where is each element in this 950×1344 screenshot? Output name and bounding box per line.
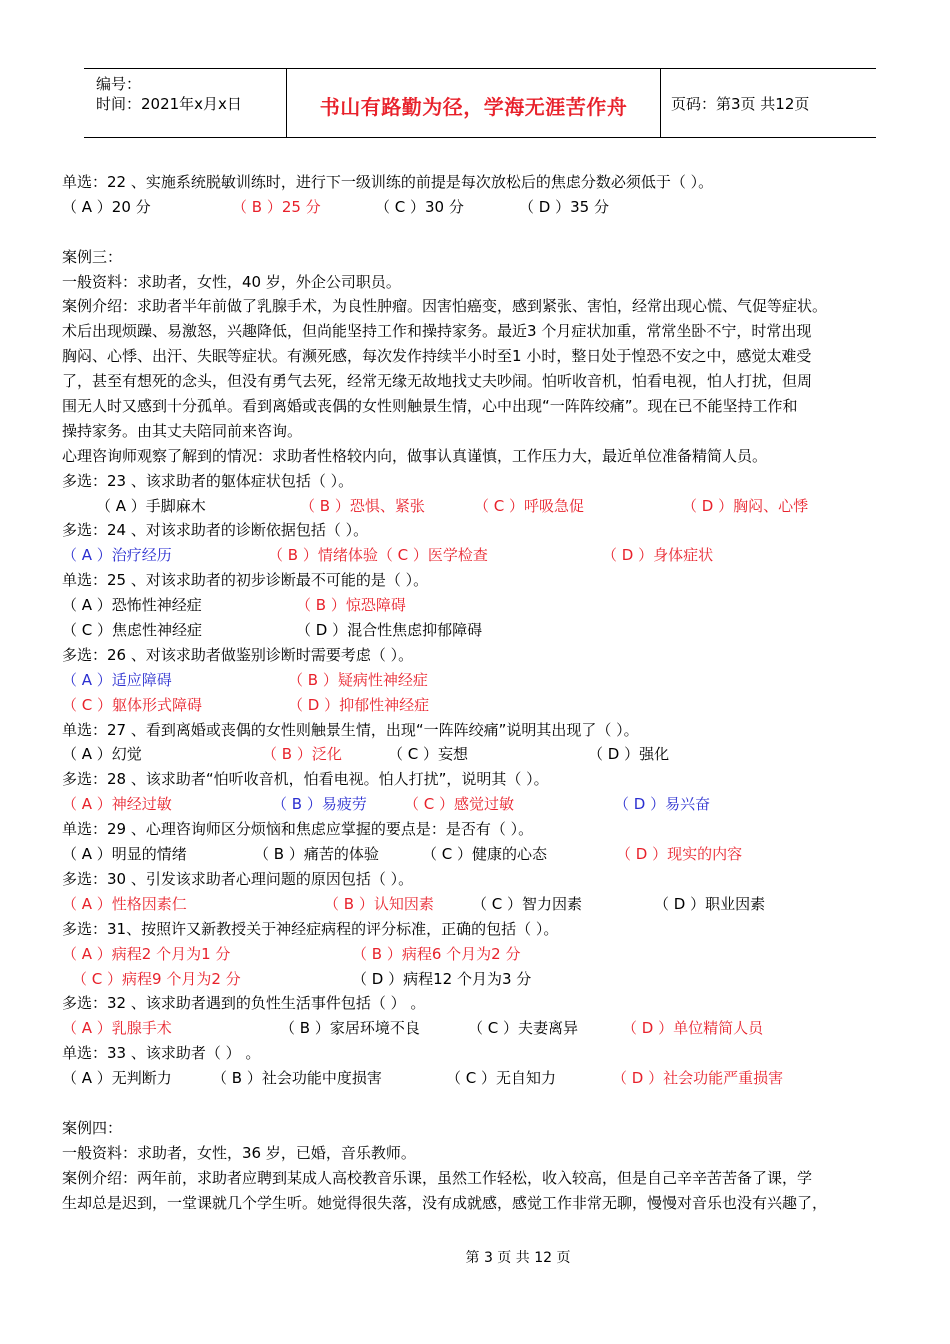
text-line (62, 842, 912, 867)
option-text: （ C ）智力因素 (472, 894, 583, 913)
option-text: （ C ）30 分 (375, 197, 464, 216)
header-right-cell (661, 69, 876, 137)
line-text: 胸闷、心悸、出汗、失眠等症状。有濒死感，每次发作持续半小时至1 小时，整日处于惶恐不安之中，感觉太难受 (62, 347, 812, 366)
option-text: （ B ）认知因素 (324, 894, 434, 913)
option-text: （ A ）恐怖性神经症 (62, 596, 202, 615)
text-line (62, 991, 912, 1016)
option-text: （ C ）病程9 个月为2 分 (72, 969, 241, 988)
option-text: （ A ）乳腺手术 (62, 1019, 172, 1038)
option-text: （ A ）适应障碍 (62, 670, 172, 689)
option-text: （ B ）泛化 (262, 745, 342, 764)
option-text: （ B ）痛苦的体验 (254, 845, 379, 864)
option-text: （ D ）强化 (588, 745, 670, 764)
header-center-cell (287, 69, 661, 137)
line-text: 多选：31、按照许又新教授关于神经症病程的评分标准，正确的包括（ ）。 (62, 919, 559, 938)
text-line (62, 767, 912, 792)
text-line (62, 718, 912, 743)
option-text: （ B ）情绪体验（ C ）医学检查 (268, 546, 488, 565)
text-line (62, 618, 912, 643)
option-text: （ A ）病程2 个月为1 分 (62, 944, 231, 963)
line-text: 案例四： (62, 1118, 123, 1137)
line-text: 一般资料：求助者，女性，40 岁，外企公司职员。 (62, 272, 401, 291)
option-text: （ D ）易兴奋 (614, 795, 711, 814)
text-line (62, 1191, 912, 1216)
option-text: （ B ）25 分 (232, 197, 321, 216)
line-text: 一般资料：求助者，女性，36 岁，已婚，音乐教师。 (62, 1143, 416, 1162)
blank-line (62, 1091, 912, 1116)
text-line (62, 1066, 912, 1091)
text-line (62, 643, 912, 668)
option-text: （ B ）病程6 个月为2 分 (352, 944, 521, 963)
option-text: （ A ）20 分 (62, 197, 151, 216)
text-line (62, 518, 912, 543)
line-text: 围无人时又感到十分孤单。看到离婚或丧偶的女性则触景生情，心中出现“一阵阵绞痛”。现在已不能坚持工作和 (62, 397, 798, 416)
text-line (62, 742, 912, 767)
option-text: （ B ）易疲劳 (272, 795, 367, 814)
line-text: 心理咨询师观察了解到的情况：求助者性格较内向，做事认真谨慎，工作压力大，最近单位准备精简人员。 (62, 446, 768, 465)
line-text: 多选：24 、对该求助者的诊断依据包括（ ）。 (62, 521, 369, 540)
text-line (62, 394, 912, 419)
text-line (62, 319, 912, 344)
option-text: （ D ）社会功能严重损害 (612, 1069, 784, 1088)
option-text: （ B ）社会功能中度损害 (212, 1069, 382, 1088)
text-line (62, 1116, 912, 1141)
option-text: （ D ）身体症状 (602, 546, 714, 565)
text-line (62, 1166, 912, 1191)
line-text: 单选：25 、对该求助者的初步诊断最不可能的是（ ）。 (62, 571, 429, 590)
option-text: （ A ）幻觉 (62, 745, 142, 764)
option-text: （ D ）职业因素 (654, 894, 766, 913)
line-text: 单选：22 、实施系统脱敏训练时，进行下一级训练的前提是每次放松后的焦虑分数必须低于（ ）。 (62, 173, 714, 191)
option-text: （ A ）治疗经历 (62, 546, 172, 565)
document-body (62, 170, 912, 1215)
line-text: 多选：30 、引发该求助者心理问题的原因包括（ ）。 (62, 869, 414, 888)
header-table (84, 68, 876, 138)
option-text: （ C ）夫妻离异 (468, 1019, 579, 1038)
line-text: 单选：29 、心理咨询师区分烦恼和焦虑应掌握的要点是：是否有（ ）。 (62, 820, 534, 839)
option-text: （ A ）神经过敏 (62, 795, 172, 814)
option-text: （ A ）明显的情绪 (62, 845, 187, 864)
option-text: （ D ）35 分 (519, 197, 609, 216)
option-text: （ D ）抑郁性神经症 (288, 695, 430, 714)
text-line (62, 170, 912, 195)
option-text: （ D ）混合性焦虑抑郁障碍 (296, 621, 483, 640)
line-text: 生却总是迟到，一堂课就几个学生听。她觉得很失落，没有成就感，感觉工作非常无聊，慢慢对音乐也没有兴趣了， (62, 1193, 828, 1212)
line-text: 案例介绍：求助者半年前做了乳腺手术，为良性肿瘤。因害怕癌变，感到紧张、害怕，经常出现心慌、气促等症状。 (62, 297, 828, 316)
option-text: （ B ）惊恐障碍 (296, 596, 406, 615)
line-text: 多选：26 、对该求助者做鉴别诊断时需要考虑（ ）。 (62, 645, 414, 664)
option-text: （ A ）手脚麻木 (96, 496, 206, 515)
text-line (62, 270, 912, 295)
option-text: （ C ）焦虑性神经症 (62, 621, 203, 640)
option-text: （ D ）胸闷、心悸 (682, 496, 809, 515)
text-line (62, 469, 912, 494)
option-text: （ C ）无自知力 (446, 1069, 557, 1088)
text-line (62, 245, 912, 270)
page-footer: 第 3 页 共 12 页 (465, 1250, 571, 1266)
option-text: （ C ）躯体形式障碍 (62, 695, 203, 714)
line-text: 了，甚至有想死的念头，但没有勇气去死，经常无缘无故地找丈夫吵闹。怕听收音机，怕看电视，怕人打扰，但周 (62, 372, 813, 391)
option-text: （ A ）性格因素仁 (62, 894, 187, 913)
line-text: 单选：33 、该求助者（ ） 。 (62, 1044, 261, 1063)
option-text: （ D ）现实的内容 (616, 845, 743, 864)
text-line (62, 444, 912, 469)
text-line (62, 593, 912, 618)
header-left-cell (84, 69, 287, 137)
option-text: （ B ）家居环境不良 (280, 1019, 420, 1038)
text-line (62, 967, 912, 992)
text-line (62, 892, 912, 917)
document-number-label: 编号： (96, 75, 142, 93)
option-text: （ C ）妄想 (388, 745, 469, 764)
text-line (62, 419, 912, 444)
text-line (62, 195, 912, 220)
line-text: 案例三： (62, 247, 123, 266)
option-text: （ D ）病程12 个月为3 分 (352, 969, 532, 988)
text-line (62, 369, 912, 394)
option-text: （ C ）呼吸急促 (474, 496, 585, 515)
option-text: （ B ）恐惧、紧张 (300, 496, 425, 515)
line-text: 术后出现烦躁、易激怒，兴趣降低，但尚能坚持工作和操持家务。最近3 个月症状加重，常常坐卧不宁，时常出现 (62, 322, 812, 341)
option-text: （ A ）无判断力 (62, 1069, 172, 1088)
header-page-number: 页码：第3页 共12页 (671, 95, 810, 113)
text-line (62, 942, 912, 967)
text-line (62, 817, 912, 842)
line-text: 案例介绍：两年前，求助者应聘到某成人高校教音乐课，虽然工作轻松，收入较高，但是自己辛辛苦苦备了课，学 (62, 1168, 813, 1187)
option-text: （ B ）疑病性神经症 (288, 670, 428, 689)
text-line (62, 917, 912, 942)
text-line (62, 693, 912, 718)
text-line (62, 494, 912, 519)
line-text: 多选：28 、该求助者“怕听收音机，怕看电视。怕人打扰”，说明其（ ）。 (62, 770, 549, 789)
option-text: （ D ）单位精简人员 (622, 1019, 764, 1038)
text-line (62, 294, 912, 319)
line-text: 多选：23 、该求助者的躯体症状包括（ ）。 (62, 471, 354, 490)
text-line (62, 668, 912, 693)
text-line (62, 867, 912, 892)
text-line (62, 1041, 912, 1066)
header-motto: 书山有路勤为径，学海无涯苦作舟 (319, 95, 628, 119)
option-text: （ C ）健康的心态 (422, 845, 548, 864)
text-line (62, 1141, 912, 1166)
line-text: 操持家务。由其丈夫陪同前来咨询。 (62, 421, 303, 440)
line-text: 多选：32 、该求助者遇到的负性生活事件包括（ ） 。 (62, 994, 426, 1013)
option-text: （ C ）感觉过敏 (404, 795, 515, 814)
text-line (62, 568, 912, 593)
line-text: 单选：27 、看到离婚或丧偶的女性则触景生情，出现“一阵阵绞痛”说明其出现了（ ）。 (62, 720, 639, 739)
text-line (62, 792, 912, 817)
text-line (62, 1016, 912, 1041)
document-time-label: 时间：2021年x月x日 (96, 95, 242, 113)
text-line (62, 543, 912, 568)
blank-line (62, 220, 912, 245)
text-line (62, 344, 912, 369)
